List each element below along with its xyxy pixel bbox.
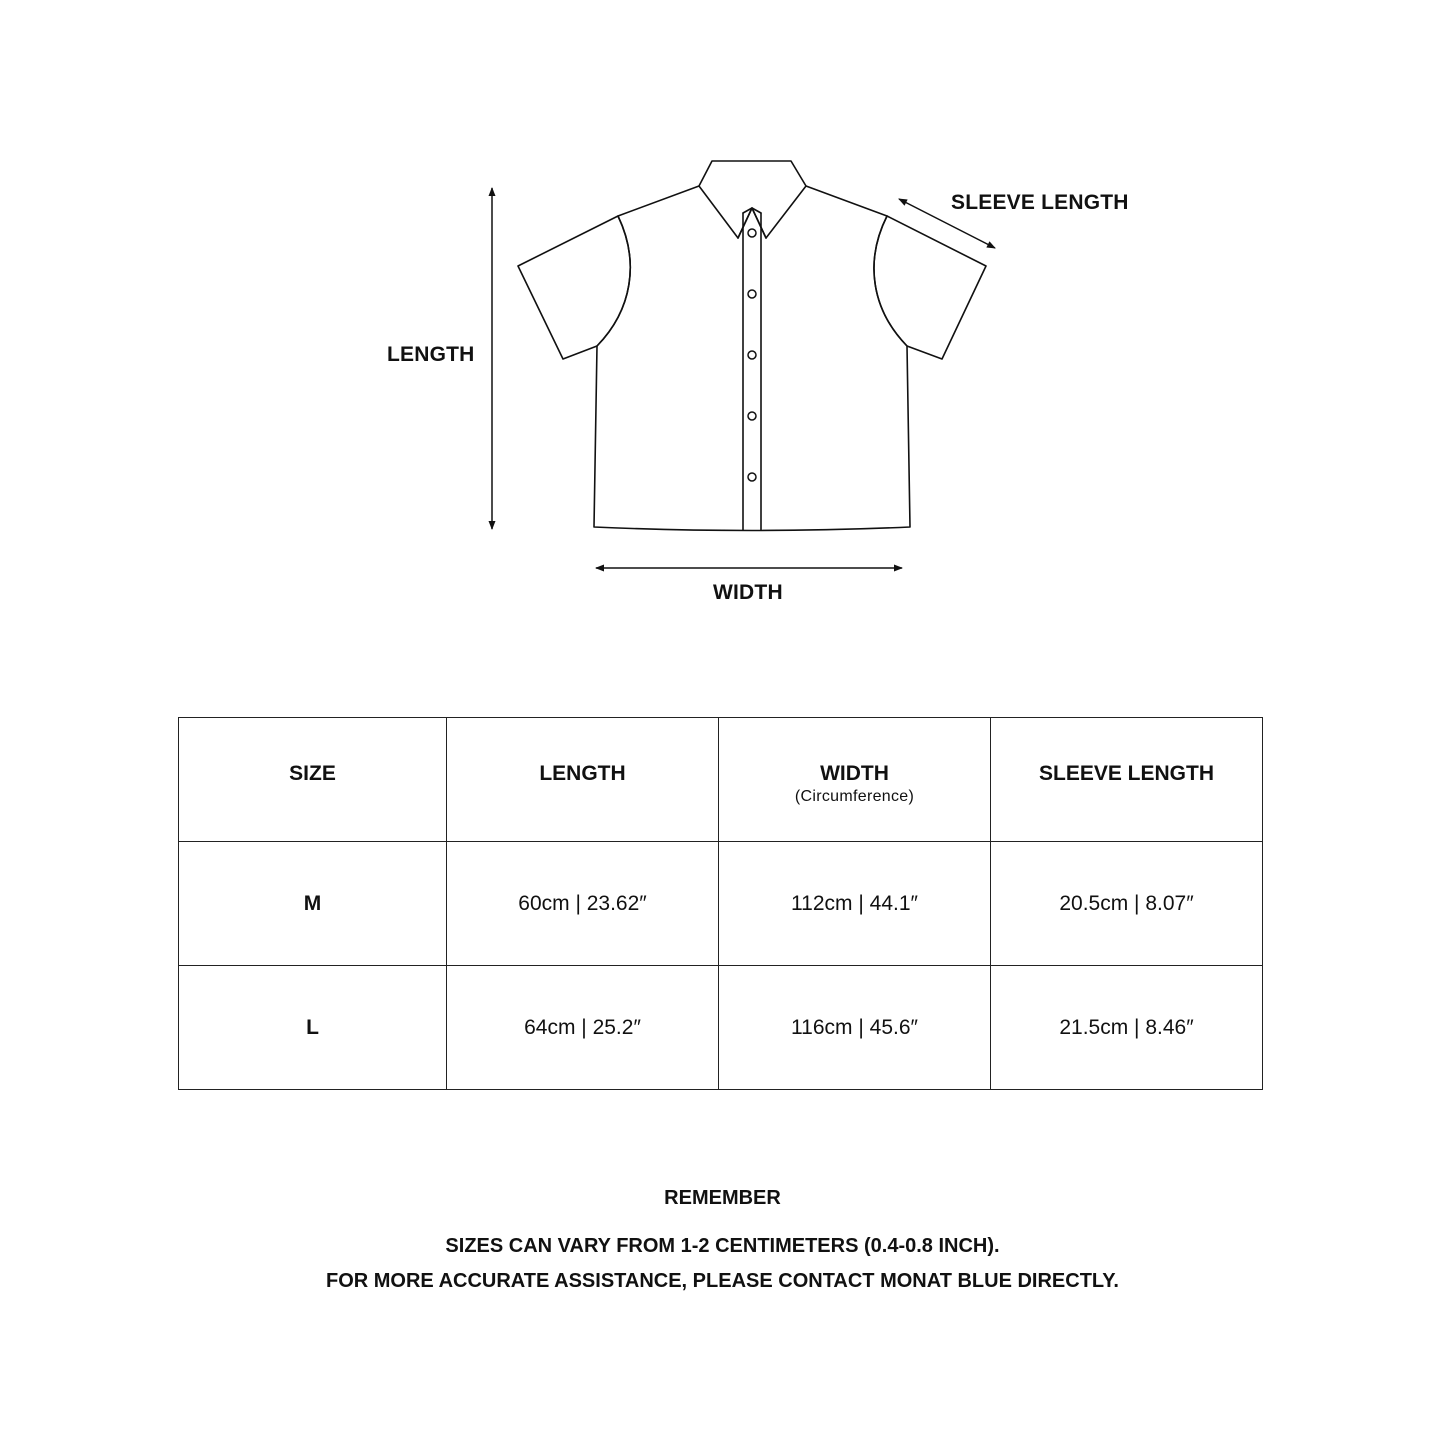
size-cell: L xyxy=(179,966,447,1090)
table-header-row xyxy=(179,718,1263,842)
length-cell: 64cm | 25.2″ xyxy=(447,966,719,1090)
length-cell: 60cm | 23.62″ xyxy=(447,842,719,966)
shirt-button xyxy=(748,229,756,237)
size-cell: M xyxy=(179,842,447,966)
header-length: LENGTH xyxy=(447,718,719,842)
button-placket xyxy=(743,213,761,530)
width-cell: 116cm | 45.6″ xyxy=(719,966,991,1090)
width-cell: 112cm | 44.1″ xyxy=(719,842,991,966)
shirt-collar xyxy=(699,161,806,238)
size-chart-table xyxy=(178,717,1263,1090)
shirt-button xyxy=(748,412,756,420)
shirt-button xyxy=(748,290,756,298)
note-line-2: FOR MORE ACCURATE ASSISTANCE, PLEASE CONTACT MONAT BLUE DIRECTLY. xyxy=(326,1270,1119,1292)
header-width-sublabel: (Circumference) xyxy=(794,788,915,805)
shirt-button xyxy=(748,351,756,359)
note-title: REMEMBER xyxy=(664,1187,781,1209)
width-dimension-label: WIDTH xyxy=(713,581,783,604)
header-sleeve-length: SLEEVE LENGTH xyxy=(991,718,1263,842)
length-dimension-label: LENGTH xyxy=(387,343,475,366)
sleeve-length-cell: 20.5cm | 8.07″ xyxy=(991,842,1263,966)
note-line-1: SIZES CAN VARY FROM 1-2 CENTIMETERS (0.4-0.8 INCH). xyxy=(445,1235,1000,1257)
right-sleeve xyxy=(874,216,986,359)
header-width xyxy=(719,718,991,842)
left-sleeve xyxy=(518,216,630,359)
shirt-button xyxy=(748,473,756,481)
sleeve-length-cell: 21.5cm | 8.46″ xyxy=(991,966,1263,1090)
table-row xyxy=(179,966,1263,1090)
shirt-buttons xyxy=(748,229,756,481)
header-width-label: WIDTH xyxy=(820,762,889,785)
header-size: SIZE xyxy=(179,718,447,842)
sleeve-length-dimension-label: SLEEVE LENGTH xyxy=(951,191,1129,214)
table-row xyxy=(179,842,1263,966)
